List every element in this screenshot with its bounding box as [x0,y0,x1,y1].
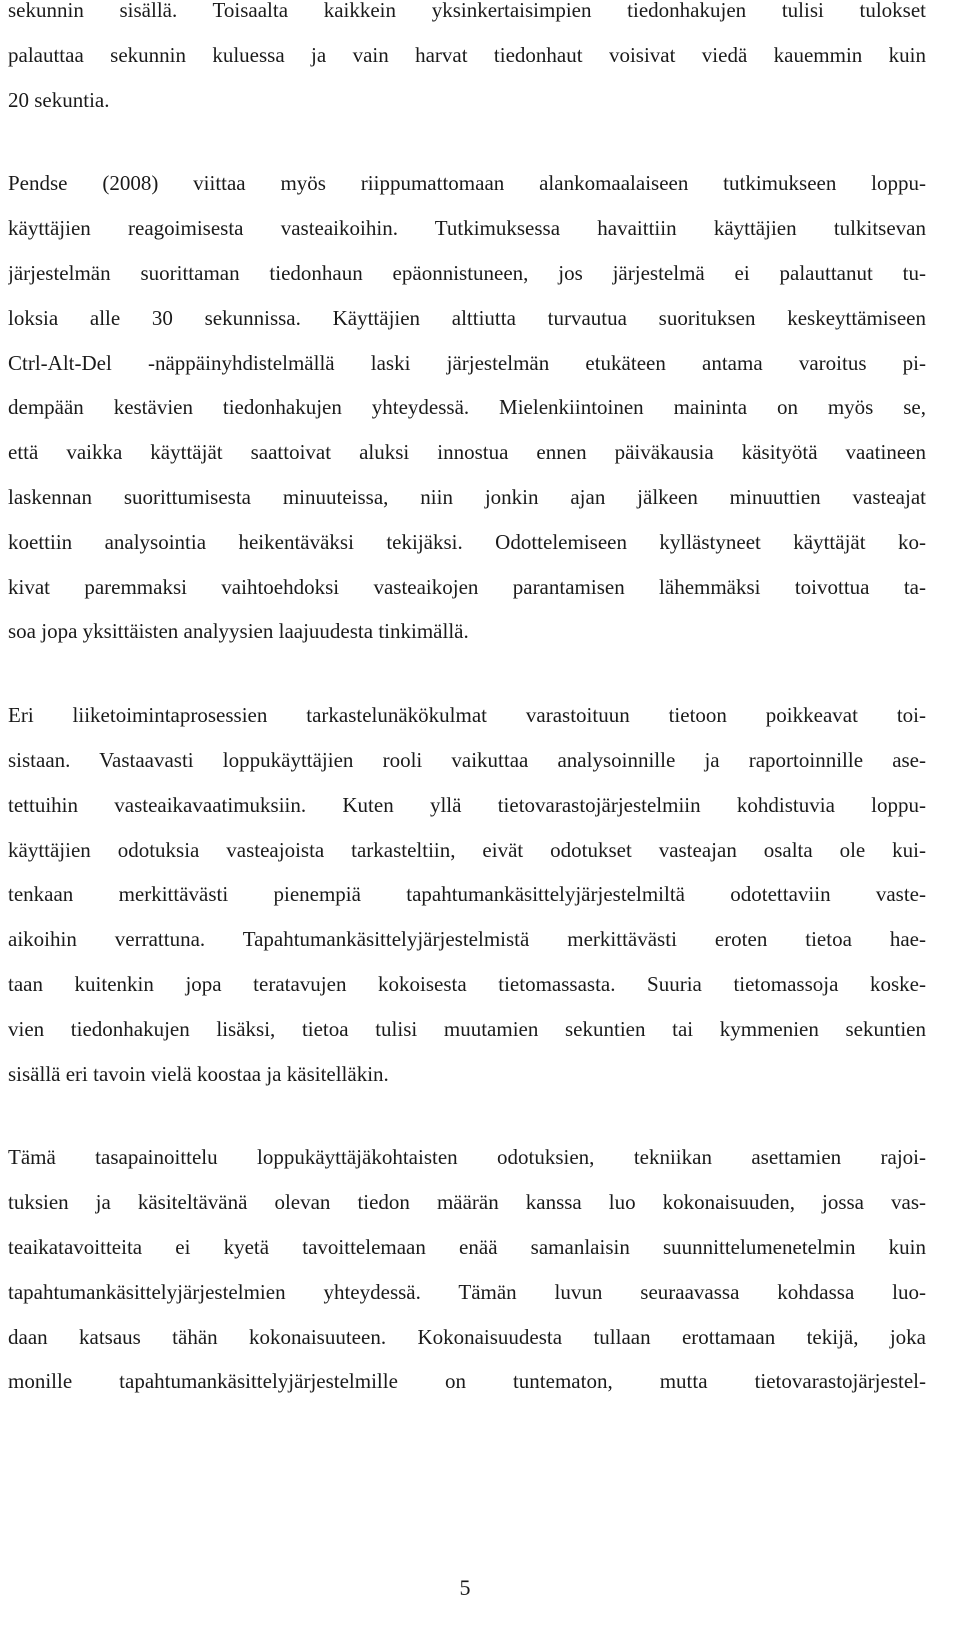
paragraph-2 [8,161,926,654]
text-line: Tämä tasapainoittelu loppukäyttäjäkohtaisten odotuksien, tekniikan asettamien rajoi- [8,1145,926,1170]
text-line: kivat paremmaksi vaihtoehdoksi vasteaikojen parantamisen lähemmäksi toivottua ta- [8,574,926,599]
text-line: sisällä eri tavoin vielä koostaa ja käsitelläkin. [8,1061,389,1086]
text-line: sistaan. Vastaavasti loppukäyttäjien rooli vaikuttaa analysoinnille ja raportoinnille ase- [8,747,926,772]
text-line: Pendse (2008) viittaa myös riippumattomaan alankomaalaiseen tutkimukseen loppu- [8,171,926,196]
paragraph-gap [8,654,926,693]
text-line: daan katsaus tähän kokonaisuuteen. Kokonaisuudesta tullaan erottamaan tekijä, joka [8,1324,926,1349]
text-line: taan kuitenkin jopa teratavujen kokoisesta tietomassasta. Suuria tietomassoja koske- [8,971,926,996]
text-line: järjestelmän suorittaman tiedonhaun epäonnistuneen, jos järjestelmä ei palauttanut tu- [8,260,926,285]
text-line: 20 sekuntia. [8,87,110,112]
paragraph-1 [8,0,926,122]
text-line: Eri liiketoimintaprosessien tarkastelunäkökulmat varastoituun tietoon poikkeavat toi- [8,703,926,728]
paragraph-4 [8,1135,926,1404]
text-line: aikoihin verrattuna. Tapahtumankäsittelyjärjestelmistä merkittävästi eroten tietoa hae- [8,927,926,952]
text-line: tapahtumankäsittelyjärjestelmien yhteydessä. Tämän luvun seuraavassa kohdassa luo- [8,1279,926,1304]
text-line: käyttäjien reagoimisesta vasteaikoihin. Tutkimuksessa havaittiin käyttäjien tulkitsevan [8,216,926,241]
text-line: tenkaan merkittävästi pienempiä tapahtumankäsittelyjärjestelmiltä odotettaviin vaste- [8,882,926,907]
text-line: teaikatavoitteita ei kyetä tavoittelemaan enää samanlaisin suunnittelumenetelmin kuin [8,1234,926,1259]
text-line: tuksien ja käsiteltävänä olevan tiedon määrän kanssa luo kokonaisuuden, jossa vas- [8,1190,926,1215]
paragraph-3 [8,693,926,1096]
paragraph-gap [8,1096,926,1135]
text-line: tettuihin vasteaikavaatimuksiin. Kuten yllä tietovarastojärjestelmiin kohdistuvia loppu- [8,792,926,817]
text-line: vien tiedonhakujen lisäksi, tietoa tulisi muutamien sekuntien tai kymmenien sekuntien [8,1016,926,1041]
text-line: palauttaa sekunnin kuluessa ja vain harvat tiedonhaut voisivat viedä kauemmin kuin [8,42,926,67]
text-line: että vaikka käyttäjät saattoivat aluksi innostua ennen päiväkausia käsityötä vaatineen [8,440,926,465]
text-line: käyttäjien odotuksia vasteajoista tarkasteltiin, eivät odotukset vasteajan osalta ole kui- [8,837,926,862]
document-page [8,0,926,1404]
text-line: monille tapahtumankäsittelyjärjestelmille on tuntematon, mutta tietovarastojärjestel- [8,1369,926,1394]
text-line: laskennan suorittumisesta minuuteissa, niin jonkin ajan jälkeen minuuttien vasteajat [8,484,926,509]
paragraph-gap [8,122,926,161]
text-line: koettiin analysointia heikentäväksi tekijäksi. Odottelemiseen kyllästyneet käyttäjät ko- [8,529,926,554]
text-line: dempään kestävien tiedonhakujen yhteydessä. Mielenkiintoinen maininta on myös se, [8,395,926,420]
text-line: Ctrl-Alt-Del -näppäinyhdistelmällä laski järjestelmän etukäteen antama varoitus pi- [8,350,926,375]
text-line: loksia alle 30 sekunnissa. Käyttäjien alttiutta turvautua suorituksen keskeyttämiseen [8,305,926,330]
text-line: sekunnin sisällä. Toisaalta kaikkein yksinkertaisimpien tiedonhakujen tulisi tulokset [8,0,926,22]
page-number: 5 [459,1575,471,1600]
text-line: soa jopa yksittäisten analyysien laajuudesta tinkimällä. [8,619,469,644]
